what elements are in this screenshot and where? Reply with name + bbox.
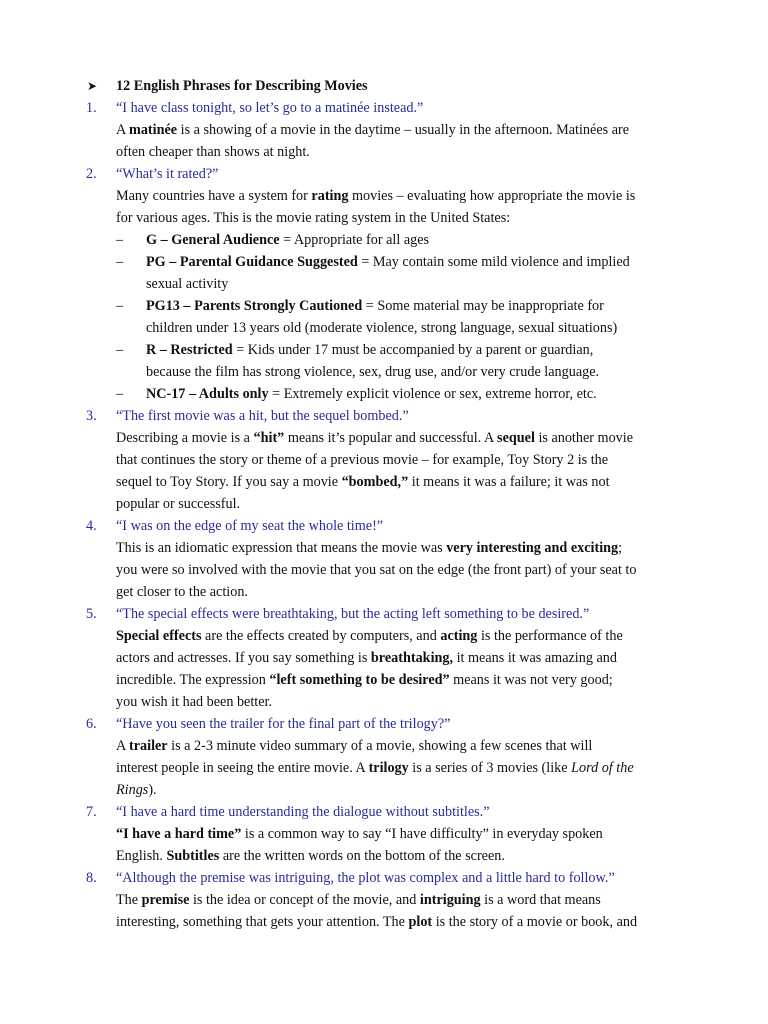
dash-bullet: – <box>116 254 124 270</box>
text-line <box>116 559 686 581</box>
text-line <box>116 625 686 647</box>
bold-term: PG13 – Parents Strongly Cautioned <box>146 298 363 314</box>
text-run: for various ages. This is the movie rating system in the United States: <box>116 210 511 226</box>
text-run: children under 13 years old (moderate violence, strong language, sexual situations) <box>146 320 618 336</box>
text-run: is a showing of a movie in the daytime – usually in the afternoon. Matinées are <box>177 122 630 138</box>
item-number: 2. <box>86 166 97 182</box>
rating-description <box>146 229 686 251</box>
italic-title: Rings <box>116 782 149 798</box>
text-run: it means it was a failure; it was not <box>408 474 610 490</box>
text-line <box>116 449 686 471</box>
phrase-item <box>0 603 768 713</box>
text-run: interest people in seeing the entire movie. A <box>116 760 369 776</box>
phrase-item <box>0 801 768 867</box>
text-line <box>116 823 686 845</box>
text-line <box>146 317 686 339</box>
bold-term: “hit” <box>253 430 285 446</box>
text-run: = Appropriate for all ages <box>279 232 430 248</box>
text-run: Describing a movie is a <box>116 430 254 446</box>
text-line <box>116 493 686 515</box>
text-line <box>116 207 686 229</box>
text-run: ). <box>148 782 157 798</box>
text-run: is a word that means <box>480 892 601 908</box>
phrase-item <box>0 163 768 405</box>
text-run: = Kids under 17 must be accompanied by a parent or guardian, <box>232 342 594 358</box>
text-line <box>116 119 686 141</box>
rating-description <box>146 295 686 339</box>
bold-term: premise <box>141 892 190 908</box>
text-line <box>116 185 686 207</box>
bold-term: matinée <box>129 122 178 138</box>
rating-item <box>0 229 768 251</box>
text-line <box>116 471 686 493</box>
text-run: popular or successful. <box>116 496 241 512</box>
text-run: The <box>116 892 142 908</box>
phrase-explanation <box>116 537 686 603</box>
text-run: means it’s popular and successful. A <box>284 430 498 446</box>
text-line <box>116 779 686 801</box>
item-number: 5. <box>86 606 97 622</box>
phrase-list <box>0 97 768 933</box>
bold-term: NC-17 – Adults only <box>146 386 269 402</box>
bold-term: “I have a hard time” <box>116 826 242 842</box>
text-run: is the idea or concept of the movie, and <box>189 892 420 908</box>
rating-item <box>0 251 768 295</box>
text-run: This is an idiomatic expression that means the movie was <box>116 540 447 556</box>
text-run: A <box>116 122 130 138</box>
text-run: means it was not very good; <box>449 672 613 688</box>
phrase-item <box>0 515 768 603</box>
text-line <box>146 295 686 317</box>
text-line <box>116 911 686 933</box>
rating-item <box>0 383 768 405</box>
bold-term: “left something to be desired” <box>269 672 450 688</box>
bold-term: breathtaking, <box>370 650 454 666</box>
text-line <box>116 427 686 449</box>
rating-description <box>146 339 686 383</box>
text-run: = Extremely explicit violence or sex, extreme horror, etc. <box>268 386 597 402</box>
bold-term: trilogy <box>368 760 409 776</box>
phrase-quote: “What’s it rated?” <box>116 166 219 182</box>
text-run: sexual activity <box>146 276 229 292</box>
text-run: ; <box>618 540 623 556</box>
text-run: = Some material may be inappropriate for <box>362 298 604 314</box>
bold-term: rating <box>311 188 349 204</box>
text-run: is a series of 3 movies (like <box>408 760 572 776</box>
phrase-quote: “The first movie was a hit, but the sequel bombed.” <box>116 408 409 424</box>
dash-bullet: – <box>116 232 124 248</box>
text-line <box>116 735 686 757</box>
text-run: you were so involved with the movie that you sat on the edge (the front part) of your seat to <box>116 562 637 578</box>
text-line <box>146 339 686 361</box>
dash-bullet: – <box>116 342 124 358</box>
item-number: 8. <box>86 870 97 886</box>
phrase-quote: “I was on the edge of my seat the whole time!” <box>116 518 384 534</box>
bold-term: intriguing <box>419 892 481 908</box>
text-line <box>116 581 686 603</box>
document-title: 12 English Phrases for Describing Movies <box>116 78 368 94</box>
dash-bullet: – <box>116 386 124 402</box>
text-run: sequel to Toy Story. If you say a movie <box>116 474 342 490</box>
text-run: is a 2-3 minute video summary of a movie, showing a few scenes that will <box>167 738 593 754</box>
text-line <box>146 383 686 405</box>
text-run: is a common way to say “I have difficulty” in everyday spoken <box>241 826 603 842</box>
text-line <box>146 273 686 295</box>
text-run: are the written words on the bottom of the screen. <box>219 848 505 864</box>
text-run: get closer to the action. <box>116 584 248 600</box>
text-run: = May contain some mild violence and implied <box>357 254 630 270</box>
bold-term: sequel <box>497 430 535 446</box>
text-run: Many countries have a system for <box>116 188 312 204</box>
phrase-explanation <box>116 889 686 933</box>
phrase-quote: “The special effects were breathtaking, but the acting left something to be desired.” <box>116 606 590 622</box>
phrase-item <box>0 713 768 801</box>
text-run: English. <box>116 848 167 864</box>
text-line <box>146 229 686 251</box>
text-run: because the film has strong violence, sex, drug use, and/or very crude language. <box>146 364 600 380</box>
rating-item <box>0 295 768 339</box>
text-line <box>116 537 686 559</box>
item-number: 7. <box>86 804 97 820</box>
phrase-quote: “I have class tonight, so let’s go to a matinée instead.” <box>116 100 424 116</box>
text-line <box>116 669 686 691</box>
phrase-explanation <box>116 427 686 515</box>
bold-term: Subtitles <box>166 848 220 864</box>
phrase-explanation <box>116 823 686 867</box>
bold-term: trailer <box>129 738 168 754</box>
text-run: is the story of a movie or book, and <box>432 914 638 930</box>
text-run: are the effects created by computers, and <box>201 628 441 644</box>
rating-description <box>146 251 686 295</box>
text-line <box>116 647 686 669</box>
italic-title: Lord of the <box>571 760 634 776</box>
text-run: it means it was amazing and <box>453 650 617 666</box>
phrase-explanation <box>116 119 686 163</box>
phrase-item <box>0 405 768 515</box>
text-line <box>116 691 686 713</box>
text-run: actors and actresses. If you say something is <box>116 650 371 666</box>
phrase-quote: “Although the premise was intriguing, the plot was complex and a little hard to follow.” <box>116 870 615 886</box>
arrow-bullet-icon: ➤ <box>87 79 98 93</box>
text-run: often cheaper than shows at night. <box>116 144 310 160</box>
phrase-quote: “Have you seen the trailer for the final part of the trilogy?” <box>116 716 451 732</box>
text-run: that continues the story or theme of a previous movie – for example, Toy Story 2 is the <box>116 452 609 468</box>
item-number: 6. <box>86 716 97 732</box>
phrase-item <box>0 867 768 933</box>
phrase-explanation <box>116 735 686 801</box>
text-line <box>116 141 686 163</box>
text-run: incredible. The expression <box>116 672 270 688</box>
text-run: is the performance of the <box>477 628 623 644</box>
bold-term: PG – Parental Guidance Suggested <box>146 254 358 270</box>
phrase-item <box>0 97 768 163</box>
text-run: you wish it had been better. <box>116 694 273 710</box>
bold-term: Special effects <box>116 628 202 644</box>
item-number: 1. <box>86 100 97 116</box>
phrase-quote: “I have a hard time understanding the dialogue without subtitles.” <box>116 804 490 820</box>
dash-bullet: – <box>116 298 124 314</box>
rating-item <box>0 339 768 383</box>
text-run: movies – evaluating how appropriate the movie is <box>348 188 636 204</box>
item-number: 3. <box>86 408 97 424</box>
text-line <box>146 251 686 273</box>
text-line <box>116 889 686 911</box>
text-run: interesting, something that gets your attention. The <box>116 914 409 930</box>
bold-term: “bombed,” <box>341 474 409 490</box>
phrase-explanation <box>116 185 686 229</box>
bold-term: R – Restricted <box>146 342 233 358</box>
text-run: is another movie <box>534 430 633 446</box>
text-line <box>116 757 686 779</box>
phrase-explanation <box>116 625 686 713</box>
bold-term: plot <box>408 914 433 930</box>
bold-term: very interesting and exciting <box>446 540 619 556</box>
rating-description <box>146 383 686 405</box>
text-line <box>116 845 686 867</box>
bold-term: G – General Audience <box>146 232 280 248</box>
item-number: 4. <box>86 518 97 534</box>
text-run: A <box>116 738 130 754</box>
text-line <box>146 361 686 383</box>
bold-term: acting <box>440 628 478 644</box>
